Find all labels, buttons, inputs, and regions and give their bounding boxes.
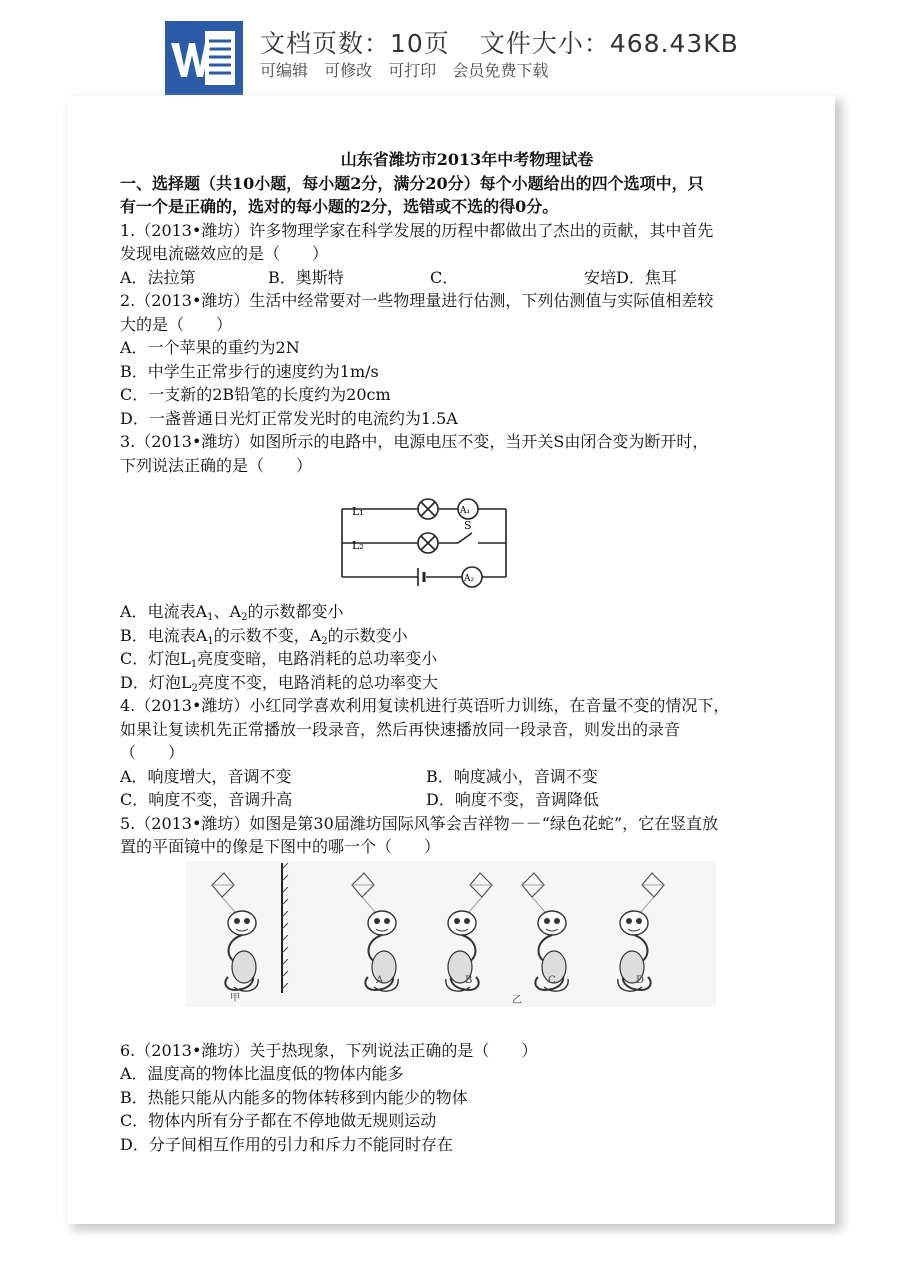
feature-editable: 可编辑	[260, 61, 309, 80]
q4-option-a: A．响度增大，音调不变	[120, 766, 292, 786]
circuit-label-a2: A₂	[464, 574, 475, 584]
q2-stem-cont: 大的是（ ）	[120, 314, 233, 334]
q4-options-row1	[120, 765, 790, 789]
q4-stem-paren: （ ）	[120, 743, 185, 762]
q2-option-c: C．一支新的2B铅笔的长度约为20cm	[120, 385, 391, 404]
q6-option-a: A．温度高的物体比温度低的物体内能多	[120, 1064, 404, 1083]
q2-stem: 2.（2013•潍坊）生活中经常要对一些物理量进行估测，下列估测值与实际值相差较	[120, 291, 714, 310]
circuit-label-l1: L₁	[352, 505, 364, 518]
q6-option-c: C．物体内所有分子都在不停地做无规则运动	[120, 1111, 437, 1130]
mascot-mirror-figure	[120, 859, 790, 1039]
q2-option-d: D．一盏普通日光灯正常发光时的电流约为1.5A	[120, 408, 458, 428]
figure-label-a: A	[376, 974, 384, 986]
q3-figure-area	[120, 477, 790, 600]
q4-stem-cont: 如果让复读机先正常播放一段录音，然后再快速播放同一段录音，则发出的录音	[120, 719, 681, 739]
q1-option-a: A．法拉第	[120, 267, 196, 287]
q3-option-d: D．灯泡$L_2$亮度不变，电路消耗的总功率变大	[120, 672, 438, 694]
figure-label-jia: 甲	[230, 992, 240, 1004]
document-title: 山东省潍坊市2013年中考物理试卷	[340, 150, 594, 169]
document-page	[67, 96, 835, 1224]
q2-option-b: B．中学生正常步行的速度约为1m/s	[120, 361, 379, 381]
q5-stem-cont: 置的平面镜中的像是下图中的哪一个（ ）	[120, 837, 441, 856]
circuit-diagram	[120, 477, 790, 600]
q6-stem: 6.（2013•潍坊）关于热现象，下列说法正确的是（ ）	[120, 1040, 538, 1060]
q3-option-a: A．电流表$A_1$、$A_2$的示数都变小	[120, 602, 344, 623]
circuit-label-a1: A₁	[460, 506, 471, 516]
q3-stem-cont: 下列说法正确的是（ ）	[120, 455, 313, 475]
circuit-label-l2: L₂	[352, 539, 364, 552]
q3-option-c: C．灯泡$L_1$亮度变暗，电路消耗的总功率变小	[120, 649, 438, 670]
q1-option-c: C．	[430, 267, 459, 287]
feature-list	[260, 58, 555, 81]
q4-option-d: D．响度不变，音调降低	[426, 790, 599, 809]
feature-member-download: 会员免费下载	[452, 61, 549, 80]
q3-stem: 3.（2013•潍坊）如图所示的电路中，电源电压不变，当开关S由闭合变为断开时，	[120, 432, 709, 451]
document-body	[120, 148, 790, 1156]
q1-option-b: B．奥斯特	[268, 267, 344, 287]
word-document-icon	[165, 21, 243, 95]
header-banner	[0, 0, 900, 96]
circuit-label-s: S	[464, 519, 472, 532]
q5-stem: 5.（2013•潍坊）如图是第30届潍坊国际风筝会吉祥物－－“绿色花蛇”，它在竖直放	[120, 813, 719, 833]
q1-stem: 1.（2013•潍坊）许多物理学家在科学发展的历程中都做出了杰出的贡献，其中首先	[120, 220, 714, 240]
file-size-label: 文件大小：468.43KB	[479, 29, 739, 58]
q4-option-c: C．响度不变，音调升高	[120, 790, 293, 809]
section-heading: 一、选择题（共10小题，每小题2分，满分20分）每个小题给出的四个选项中，只	[120, 173, 704, 193]
file-info-line	[260, 24, 739, 60]
q6-option-d: D．分子间相互作用的引力和斥力不能同时存在	[120, 1134, 453, 1154]
q4-stem: 4.（2013•潍坊）小红同学喜欢利用复读机进行英语听力训练，在音量不变的情况下，	[120, 696, 730, 715]
figure-label-c: C	[548, 974, 556, 986]
q1-options	[120, 266, 790, 290]
page-count-label: 文档页数：10页	[260, 29, 450, 58]
q1-stem-cont: 发现电流磁效应的是（ ）	[120, 244, 329, 263]
q4-option-b: B．响度减小，音调不变	[426, 766, 598, 786]
q1-option-cd: 安培D．焦耳	[584, 267, 677, 287]
q3-option-b: B．电流表$A_1$的示数不变，$A_2$的示数变小	[120, 625, 408, 647]
q6-option-b: B．热能只能从内能多的物体转移到内能少的物体	[120, 1087, 468, 1107]
q4-options-row2	[120, 788, 790, 812]
q5-figure-area	[120, 859, 790, 1039]
feature-printable: 可打印	[388, 61, 437, 80]
figure-label-yi: 乙	[512, 994, 522, 1006]
figure-label-d: D	[636, 974, 645, 986]
q2-option-a: A．一个苹果的重约为2N	[120, 338, 300, 357]
feature-modifiable: 可修改	[324, 61, 373, 80]
figure-label-b: B	[465, 974, 473, 986]
section-heading-cont: 有一个是正确的，选对的每小题的2分，选错或不选的得0分。	[120, 197, 559, 216]
